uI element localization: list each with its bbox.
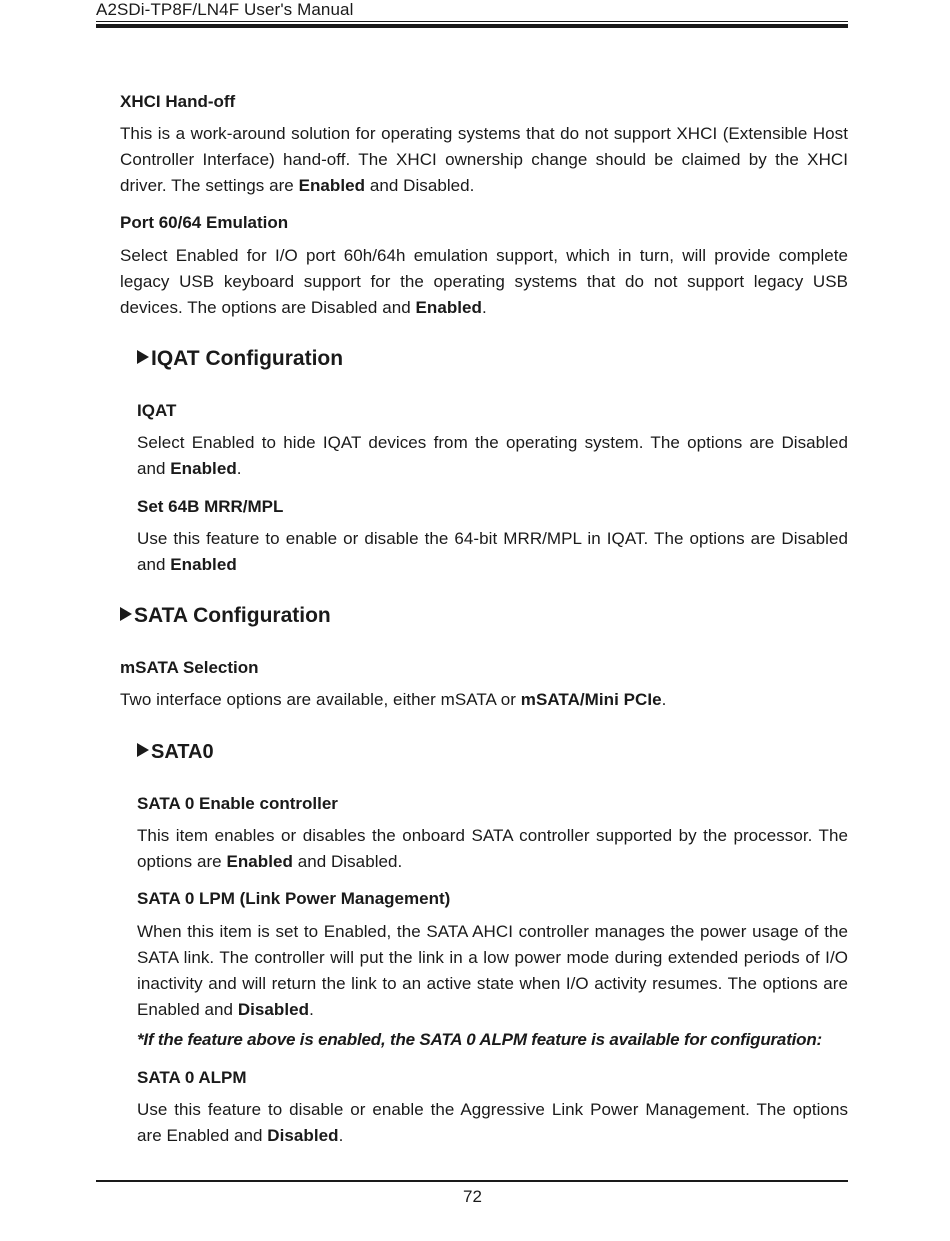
sata0-heading xyxy=(137,739,214,765)
iqat-default-value: Enabled xyxy=(170,459,237,478)
iqat-configuration-heading xyxy=(137,346,343,372)
set-64b-heading: Set 64B MRR/MPL xyxy=(137,497,284,516)
sata0-enable-section xyxy=(137,793,848,875)
sata0-enable-description xyxy=(137,823,848,875)
iqat-section xyxy=(137,400,848,482)
set-64b-default-value: Enabled xyxy=(170,555,237,574)
page-number: 72 xyxy=(463,1187,482,1206)
sata0-lpm-section xyxy=(137,888,848,1023)
alpm-note xyxy=(137,1027,848,1053)
iqat-description xyxy=(137,430,848,482)
footer-divider xyxy=(96,1180,848,1182)
sata0-alpm-heading: SATA 0 ALPM xyxy=(137,1068,247,1087)
sata0-alpm-text-1: Use this feature to disable or enable the Aggressive Link Power Management. The options are Enabled and xyxy=(137,1100,848,1145)
xhci-handoff-section xyxy=(120,91,848,199)
msata-default-value: mSATA/Mini PCIe xyxy=(520,690,662,709)
port-emulation-heading: Port 60/64 Emulation xyxy=(120,213,289,232)
msata-text-2: . xyxy=(661,690,667,709)
xhci-default-value: Enabled xyxy=(298,176,366,195)
sata0-lpm-text-2: . xyxy=(309,1000,314,1019)
sata0-alpm-description xyxy=(137,1097,848,1149)
sata0-enable-heading: SATA 0 Enable controller xyxy=(137,794,338,813)
sata0-lpm-default-value: Disabled xyxy=(237,1000,310,1019)
iqat-text-2: . xyxy=(236,459,242,478)
port-emulation-section xyxy=(120,212,848,321)
port-emulation-text-2: . xyxy=(481,298,487,317)
xhci-handoff-heading: XHCI Hand-off xyxy=(120,92,236,111)
header-divider-thin xyxy=(96,21,848,22)
header-divider-thick xyxy=(96,24,848,28)
sata0-enable-default-value: Enabled xyxy=(226,852,293,871)
iqat-heading: IQAT xyxy=(137,401,177,420)
triangle-right-icon xyxy=(137,743,149,757)
sata0-enable-text-2: and Disabled. xyxy=(292,852,403,871)
sata0-alpm-section xyxy=(137,1067,848,1149)
port-emulation-text-1: Select Enabled for I/O port 60h/64h emulation support, which in turn, will provide complete legacy USB keyboard support for the operating systems that do not support legacy USB devices. The options are Disabled and xyxy=(120,246,848,317)
sata0-lpm-heading: SATA 0 LPM (Link Power Management) xyxy=(137,889,451,908)
sata0-label: SATA0 xyxy=(151,741,214,763)
msata-selection-heading: mSATA Selection xyxy=(120,658,259,677)
msata-selection-description xyxy=(120,687,848,713)
sata0-lpm-description xyxy=(137,919,848,1023)
sata0-alpm-text-2: . xyxy=(338,1126,344,1145)
set-64b-section xyxy=(137,496,848,578)
sata0-enable-text-1: This item enables or disables the onboard SATA controller supported by the processor. The options are xyxy=(137,826,848,871)
alpm-note-text: *If the feature above is enabled, the SATA 0 ALPM feature is available for configuration: xyxy=(137,1030,823,1049)
port-emulation-default-value: Enabled xyxy=(415,298,482,317)
sata-configuration-label: SATA Configuration xyxy=(134,604,331,627)
xhci-handoff-description xyxy=(120,121,848,199)
msata-text-1: Two interface options are available, either mSATA or xyxy=(120,690,521,709)
xhci-text-2: and Disabled. xyxy=(365,176,475,195)
manual-title: A2SDi-TP8F/LN4F User's Manual xyxy=(96,0,354,19)
triangle-right-icon xyxy=(137,350,149,364)
iqat-configuration-label: IQAT Configuration xyxy=(151,347,344,370)
iqat-text-1: Select Enabled to hide IQAT devices from the operating system. The options are Disabled and xyxy=(137,433,848,478)
xhci-text-1: This is a work-around solution for operating systems that do not support XHCI (Extensible Host Controller Interface) hand-off. The XHCI ownership change should be claimed by the XHCI driver. The settings are xyxy=(120,124,848,195)
sata0-lpm-text-1: When this item is set to Enabled, the SATA AHCI controller manages the power usage of the SATA link. The controller will put the link in a low power mode during extended periods of I/O inactivity and will return the link to an active state when I/O activity resumes. The options are Enabled and xyxy=(137,922,848,1019)
set-64b-text-1: Use this feature to enable or disable the 64-bit MRR/MPL in IQAT. The options are Disabled and xyxy=(137,529,848,574)
triangle-right-icon xyxy=(120,607,132,621)
sata-configuration-heading xyxy=(120,603,331,629)
set-64b-description xyxy=(137,526,848,578)
port-emulation-description xyxy=(120,243,848,321)
sata0-alpm-default-value: Disabled xyxy=(267,1126,339,1145)
msata-selection-section xyxy=(120,657,848,713)
